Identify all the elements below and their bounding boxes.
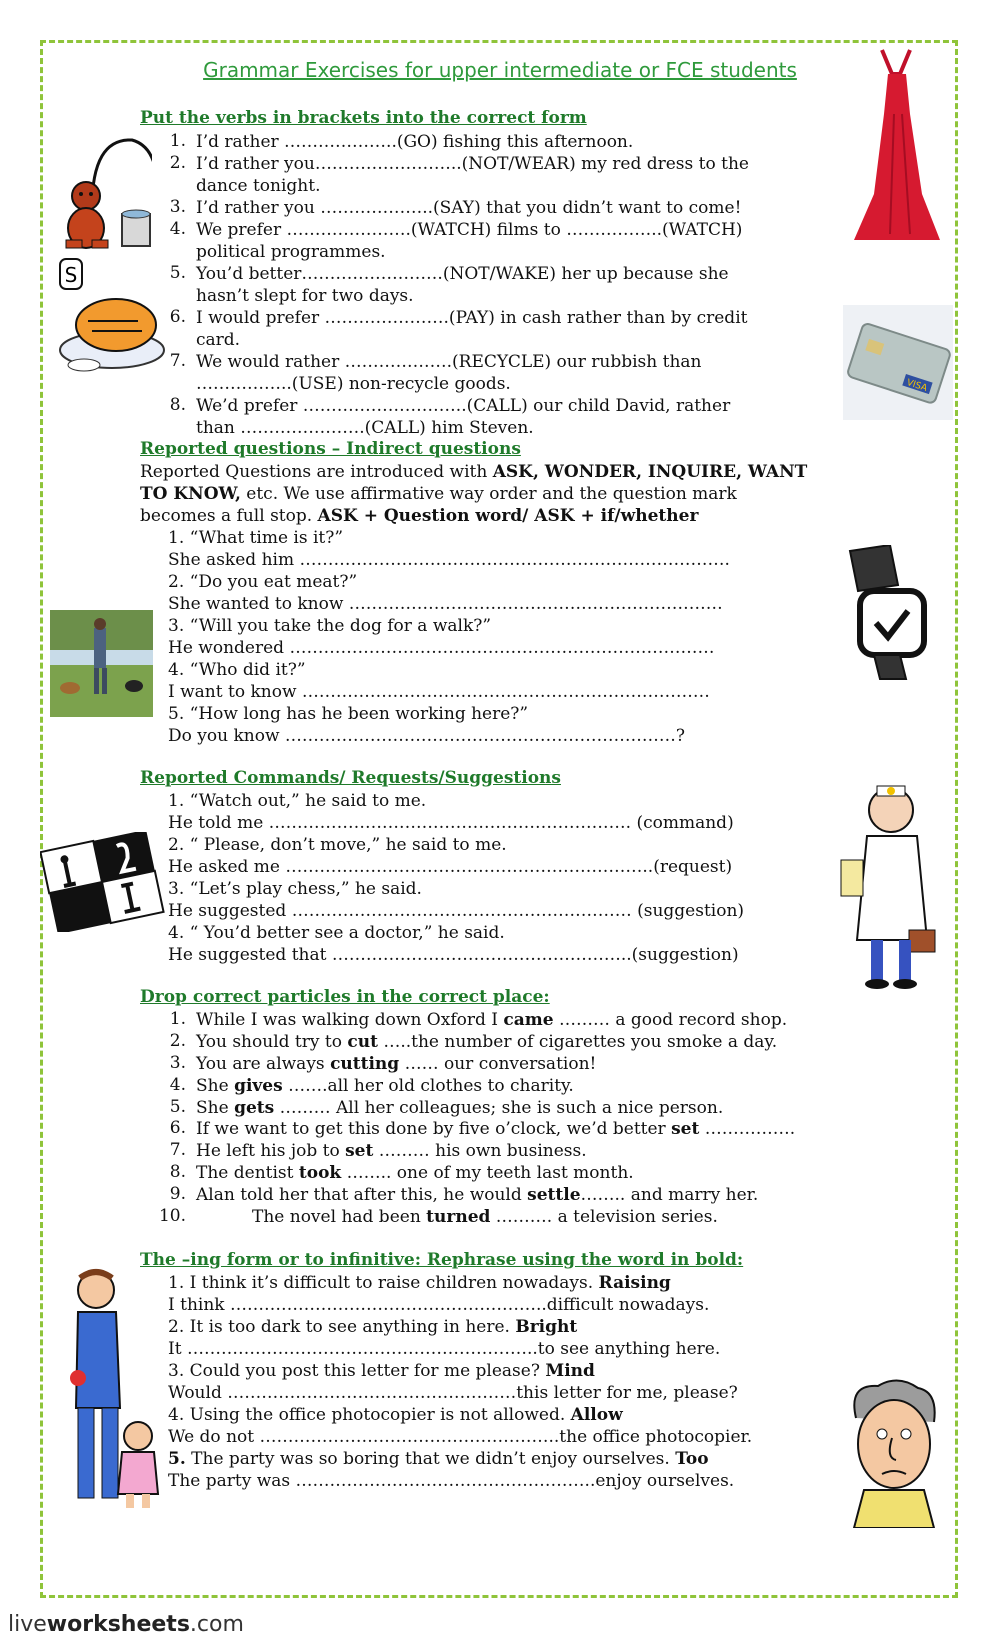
bold-verb: cutting — [330, 1054, 400, 1074]
s2-intro-line-1 — [140, 461, 807, 483]
doctor-image — [837, 780, 947, 995]
credit-card-image — [843, 305, 953, 420]
item-text: We would rather ……………….(RECYCLE) our rubbish than — [196, 352, 702, 372]
s2-q5: 5. “How long has he been working here?” — [168, 704, 529, 724]
s3-a2: He asked me ………………………………………………………..(request) — [168, 857, 733, 877]
s5-q3: 3. Could you post this letter for me please? Mind — [168, 1361, 595, 1381]
item-text: We prefer ………………….(WATCH) films to ……………..(WATCH) — [196, 220, 743, 240]
s2-q3: 3. “Will you take the dog for a walk?” — [168, 616, 492, 636]
item-number-bold: 5. — [168, 1449, 186, 1469]
key-word: Too — [675, 1449, 709, 1469]
chess-image — [40, 832, 165, 932]
s5-a2: It ……………………………………………………..to see anything here. — [168, 1339, 721, 1359]
item-number: 8. — [169, 395, 186, 415]
item-number: 4. — [169, 219, 186, 239]
s5-a1: I think ………………………………………………..difficult nowadays. — [168, 1295, 710, 1315]
s2-a3: He wondered ………………………………………………………………… — [168, 638, 715, 658]
s3-q4: 4. “ You’d better see a doctor,” he said. — [168, 923, 505, 943]
s3-a1: He told me ………………………………………………………. (command) — [168, 813, 734, 833]
s2-q4: 4. “Who did it?” — [168, 660, 306, 680]
bold-verb: gives — [234, 1076, 283, 1096]
item-text-cont: hasn’t slept for two days. — [196, 286, 414, 306]
item-number: 1. — [169, 1009, 186, 1029]
bold-verb: cut — [347, 1032, 378, 1052]
s2-q1: 1. “What time is it?” — [168, 528, 344, 548]
item-number: 3. — [169, 1053, 186, 1073]
intro-text: Reported Questions are introduced with — [140, 462, 493, 482]
s2-a2: She wanted to know ………………………………………………………… — [168, 594, 723, 614]
s5-a5: The party was ……………………………………………..enjoy ourselves. — [168, 1471, 735, 1491]
section-heading-verbs: Put the verbs in brackets into the correct form — [140, 108, 587, 128]
bold-verb: gets — [234, 1098, 275, 1118]
man-and-girl-image — [58, 1268, 168, 1513]
s3-a3: He suggested …………………………………………………… (suggestion) — [168, 901, 745, 921]
sleeping-cat-image — [52, 255, 167, 375]
item-number: 2. — [169, 153, 186, 173]
intro-bold: ASK + Question word/ ASK + if/whether — [317, 506, 699, 526]
key-word: Allow — [570, 1405, 623, 1425]
intro-text: becomes a full stop. — [140, 506, 318, 526]
item-text: The novel had been turned ………. a television series. — [252, 1207, 718, 1227]
item-number: 6. — [169, 1118, 186, 1138]
s2-a5: Do you know ……………………………………………………………? — [168, 726, 686, 746]
item-text: I’d rather you ………………..(SAY) that you didn’t want to come! — [196, 198, 742, 218]
s3-q2: 2. “ Please, don’t move,” he said to me. — [168, 835, 507, 855]
item-number: 7. — [169, 351, 186, 371]
intro-bold: TO KNOW, — [140, 484, 241, 504]
s3-a4: He suggested that ……………………………………………..(suggestion) — [168, 945, 739, 965]
item-text: While I was walking down Oxford I came ……… a good record shop. — [196, 1010, 788, 1030]
item-number: 5. — [169, 263, 186, 283]
item-number: 7. — [169, 1140, 186, 1160]
item-text: I’d rather ………………..(GO) fishing this afternoon. — [196, 132, 634, 152]
item-number: 6. — [169, 307, 186, 327]
bold-verb: set — [671, 1119, 700, 1139]
item-number: 2. — [169, 1031, 186, 1051]
item-text: You should try to cut …..the number of cigarettes you smoke a day. — [196, 1032, 778, 1052]
s5-a3: Would ……………………………………………this letter for me, please? — [168, 1383, 738, 1403]
section-heading-ing-infinitive: The –ing form or to infinitive: Rephrase using the word in bold: — [140, 1250, 744, 1270]
intro-text: etc. We use affirmative way order and the question mark — [240, 484, 737, 504]
section-heading-reported-questions: Reported questions – Indirect questions — [140, 439, 521, 459]
watch-image — [840, 545, 935, 680]
item-text: I’d rather you……………………..(NOT/WEAR) my red dress to the — [196, 154, 749, 174]
bold-verb: turned — [426, 1207, 491, 1227]
item-number: 5. — [169, 1097, 186, 1117]
key-word: Raising — [598, 1273, 671, 1293]
item-text: She gets ……… All her colleagues; she is such a nice person. — [196, 1098, 724, 1118]
item-text: We’d prefer ………………………..(CALL) our child David, rather — [196, 396, 731, 416]
item-text: You are always cutting …… our conversation! — [196, 1054, 597, 1074]
liveworksheets-logo: liveworksheets.com — [8, 1612, 244, 1637]
item-text: I would prefer ………………….(PAY) in cash rather than by credit — [196, 308, 748, 328]
item-number: 9. — [169, 1184, 186, 1204]
s2-intro-line-2 — [140, 483, 737, 505]
intro-bold: ASK, WONDER, INQUIRE, WANT — [492, 462, 808, 482]
s3-q1: 1. “Watch out,” he said to me. — [168, 791, 427, 811]
bold-verb: settle — [527, 1185, 581, 1205]
item-text: You’d better…………………….(NOT/WAKE) her up because she — [196, 264, 729, 284]
key-word: Bright — [515, 1317, 578, 1337]
red-dress-image — [850, 44, 940, 244]
s5-q5: 5. The party was so boring that we didn’t enjoy ourselves. Too — [168, 1449, 709, 1469]
section-heading-reported-commands: Reported Commands/ Requests/Suggestions — [140, 768, 561, 788]
s2-a4: I want to know ……………………………………………………………… — [168, 682, 710, 702]
s2-a1: She asked him …………………………………………………………………. — [168, 550, 730, 570]
bold-verb: set — [345, 1141, 374, 1161]
item-number: 4. — [169, 1075, 186, 1095]
bold-verb: took — [298, 1163, 342, 1183]
item-text: Alan told her that after this, he would settle…….. and marry her. — [196, 1185, 759, 1205]
item-text-cont: dance tonight. — [196, 176, 321, 196]
card-brand-text: VISA — [905, 377, 929, 394]
fishing-bear-image — [52, 128, 152, 253]
item-text: The dentist took …….. one of my teeth last month. — [196, 1163, 634, 1183]
sleep-letter: S — [64, 263, 78, 287]
item-text: If we want to get this done by five o’clock, we’d better set ……………. — [196, 1119, 796, 1139]
item-number: 1. — [169, 131, 186, 151]
item-text-cont: ……………..(USE) non-recycle goods. — [196, 374, 511, 394]
item-text-cont: political programmes. — [196, 242, 386, 262]
confused-man-image — [838, 1378, 948, 1528]
s2-intro-line-3 — [140, 505, 698, 527]
s2-q2: 2. “Do you eat meat?” — [168, 572, 358, 592]
item-number: 3. — [169, 197, 186, 217]
item-text: She gives …….all her old clothes to charity. — [196, 1076, 574, 1096]
bold-verb: came — [503, 1010, 554, 1030]
dog-walking-photo — [50, 610, 153, 717]
s5-a4: We do not ……………………………………………..the office photocopier. — [168, 1427, 753, 1447]
item-text-cont: card. — [196, 330, 241, 350]
s5-q2: 2. It is too dark to see anything in here. Bright — [168, 1317, 578, 1337]
s5-q4: 4. Using the office photocopier is not allowed. Allow — [168, 1405, 623, 1425]
s3-q3: 3. “Let’s play chess,” he said. — [168, 879, 422, 899]
s5-q1: 1. I think it’s difficult to raise children nowadays. Raising — [168, 1273, 671, 1293]
key-word: Mind — [545, 1361, 595, 1381]
page-title: Grammar Exercises for upper intermediate or FCE students — [203, 58, 797, 82]
item-number: 10. — [158, 1206, 186, 1226]
section-heading-particles: Drop correct particles in the correct place: — [140, 987, 550, 1007]
item-text-cont: than ………………….(CALL) him Steven. — [196, 418, 534, 438]
item-text: He left his job to set ……… his own business. — [196, 1141, 587, 1161]
item-number: 8. — [169, 1162, 186, 1182]
